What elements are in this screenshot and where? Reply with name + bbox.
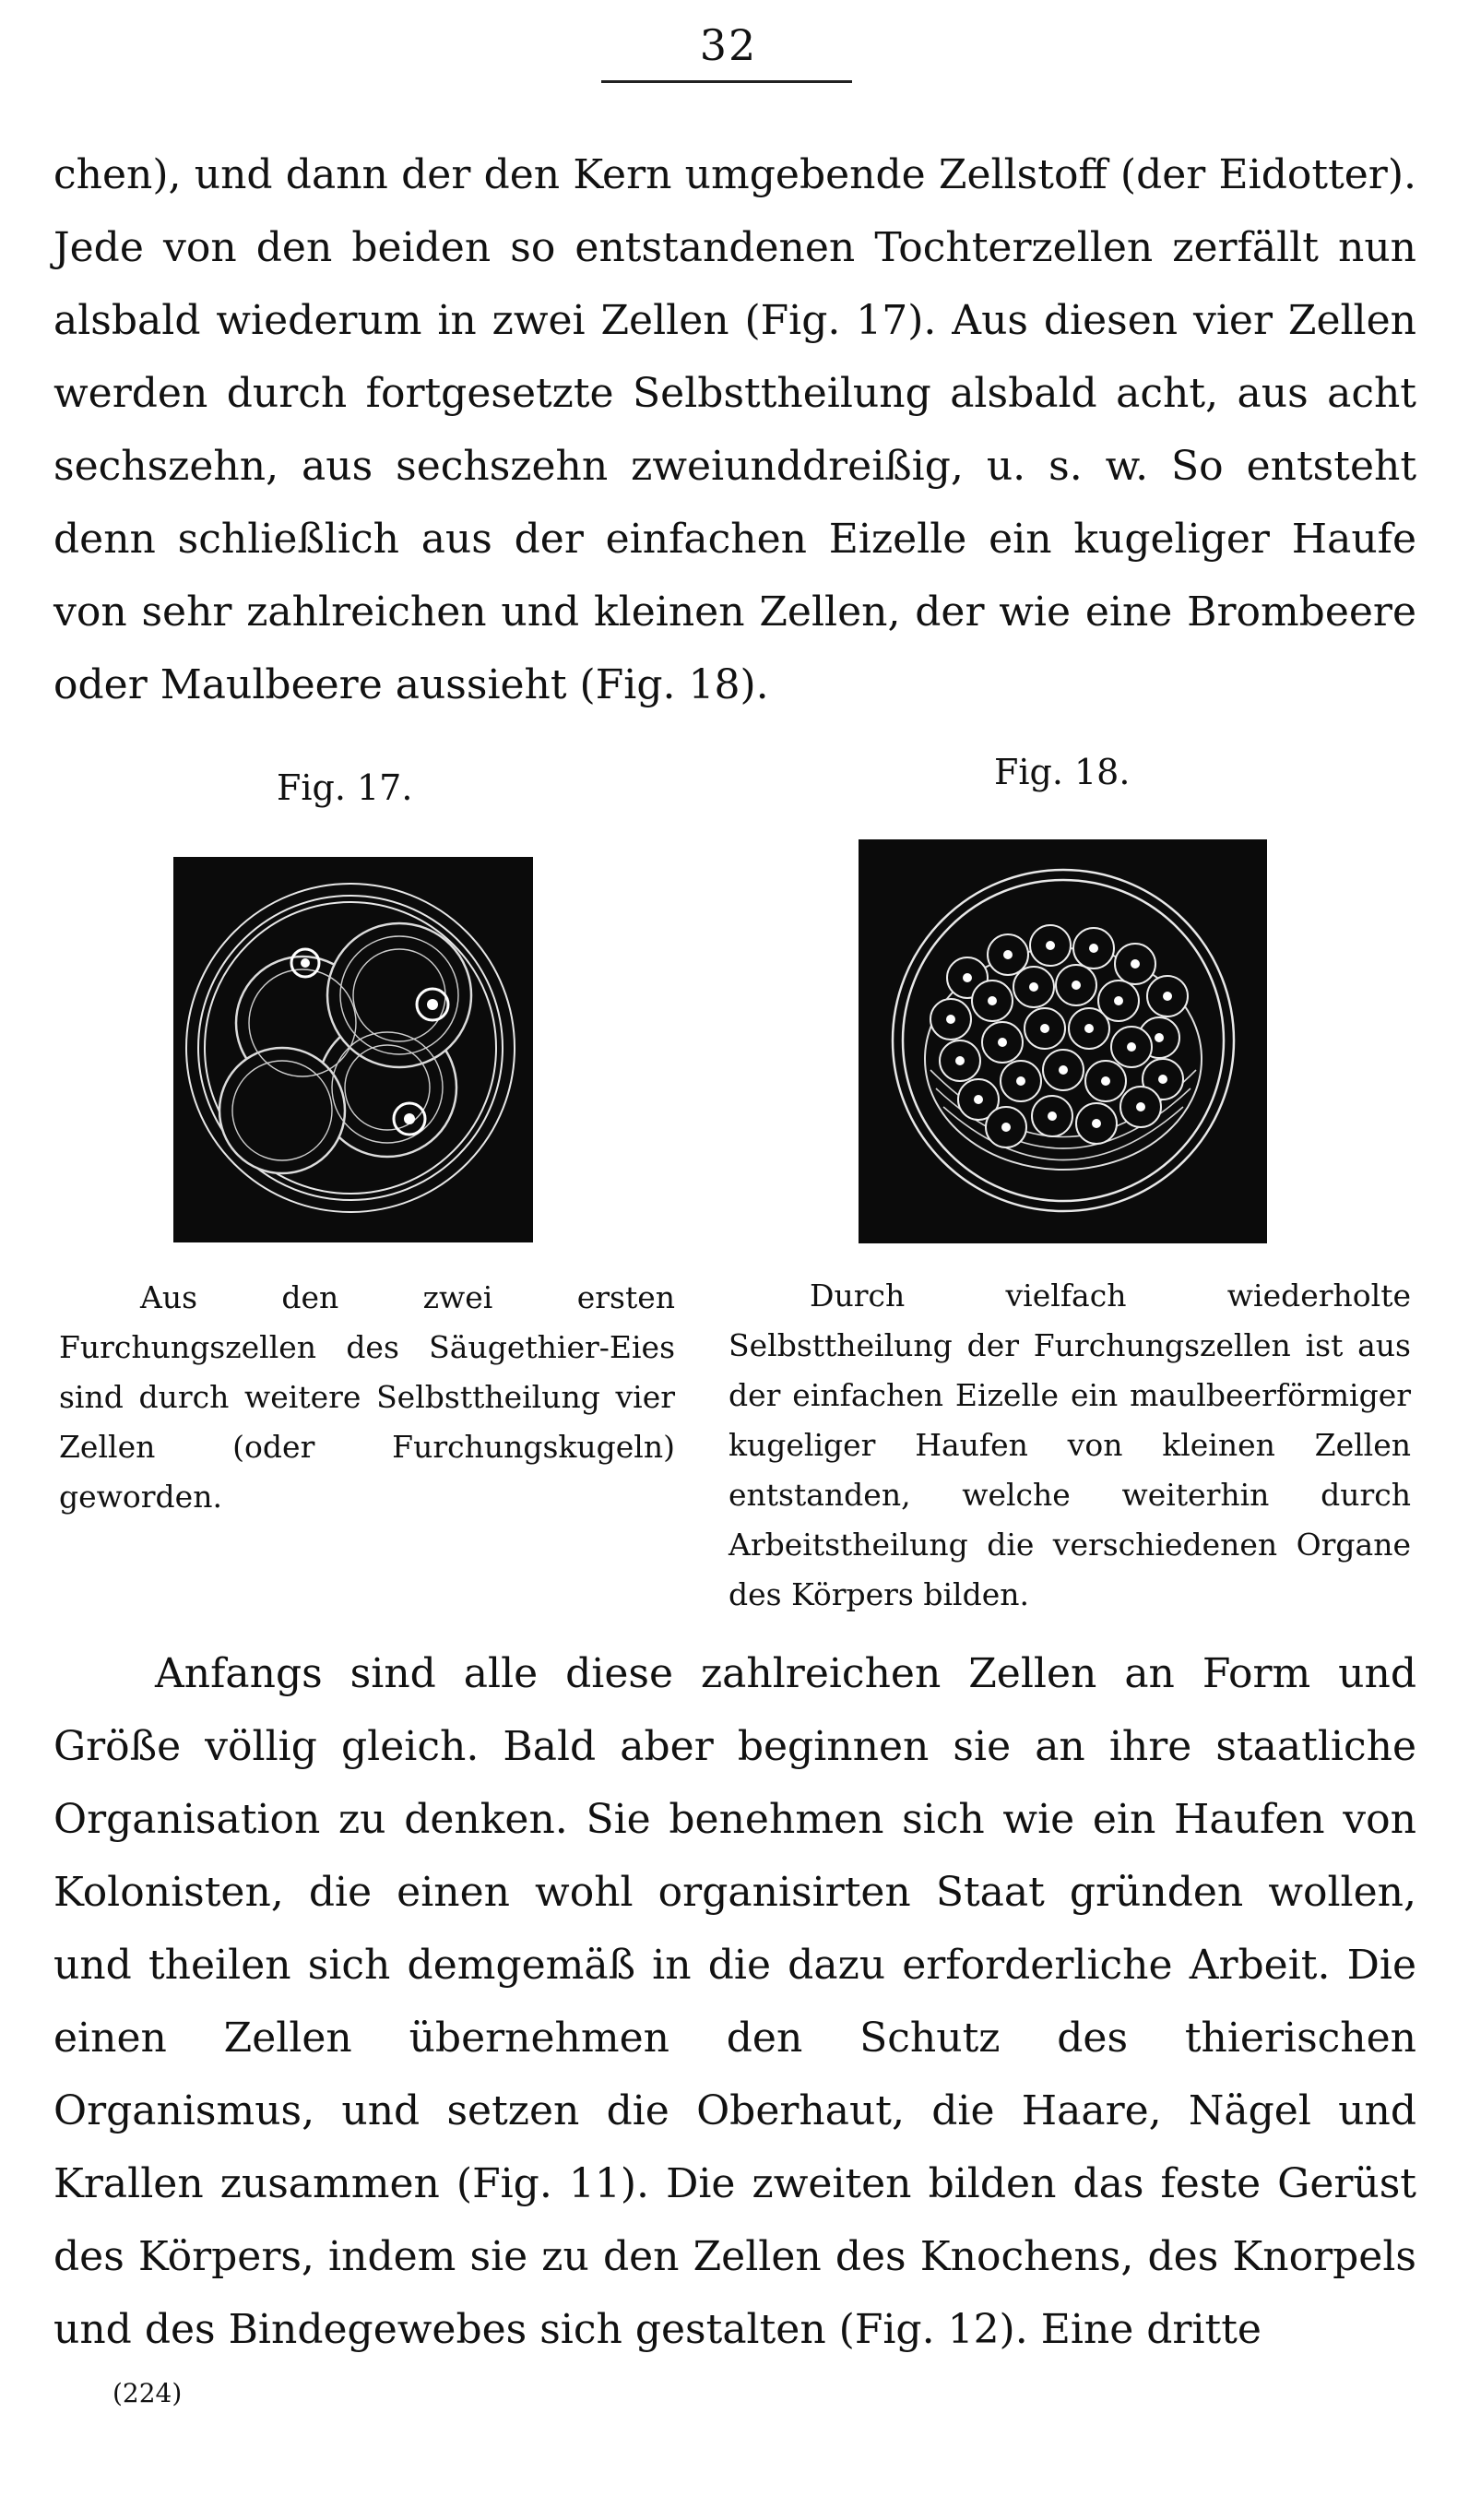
page-number: 32 — [699, 20, 758, 70]
figure-17-illustration — [173, 857, 533, 1242]
morula-drawing — [859, 839, 1267, 1243]
body-paragraph-1: chen), und dann der den Kern umgebende Zellstoff (der Eidotter). Jede von den beiden so entstandenen Tochterzellen zerfällt nun alsbald wiederum in zwei Zellen (Fig. 17). Aus diesen vier Zellen werden durch fortgesetzte Selbsttheilung alsbald acht, aus acht sechszehn, aus sechszehn zweiunddreißig, u. s. w. So entsteht denn schließlich aus der einfachen Eizelle ein kugeliger Haufe von sehr zahlreichen und kleinen Zellen, der wie eine Brombeere oder Maulbeere aussieht (Fig. 18). — [53, 151, 1416, 708]
figure-17-caption: Aus den zwei ersten Furchungszellen des Säugethier-Eies sind durch weitere Selbsttheilung vier Zellen (oder Furchungskugeln) geworden. — [59, 1279, 675, 1515]
printer-signature: (224) — [113, 2378, 183, 2408]
four-cell-egg-drawing — [173, 857, 533, 1242]
body-paragraph-2: Anfangs sind alle diese zahlreichen Zellen an Form und Größe völlig gleich. Bald aber beginnen sie an ihre staatliche Organisation zu denken. Sie benehmen sich wie ein Haufen von Kolonisten, die einen wohl organisirten Staat gründen wollen, und theilen sich demgemäß in die dazu erforderliche Arbeit. Die einen Zellen übernehmen den Schutz des thierischen Organismus, und setzen die Oberhaut, die Haare, Nägel und Krallen zusammen (Fig. 11). Die zweiten bilden das feste Gerüst des Körpers, indem sie zu den Zellen des Knochens, des Knorpels und des Bindegewebes sich gestalten (Fig. 12). Eine dritte — [53, 1650, 1416, 2353]
figure-17-label: Fig. 17. — [277, 767, 413, 808]
figure-18-label: Fig. 18. — [994, 752, 1131, 792]
figure-18-illustration — [859, 839, 1267, 1243]
figure-18-caption: Durch vielfach wiederholte Selbsttheilung der Furchungszellen ist aus der einfachen Eizelle ein maulbeerförmiger kugeliger Haufen von kleinen Zellen entstanden, welche weiterhin durch Arbeitstheilung die verschiedenen Organe des Körpers bilden. — [728, 1278, 1411, 1612]
header-rule — [601, 80, 852, 83]
